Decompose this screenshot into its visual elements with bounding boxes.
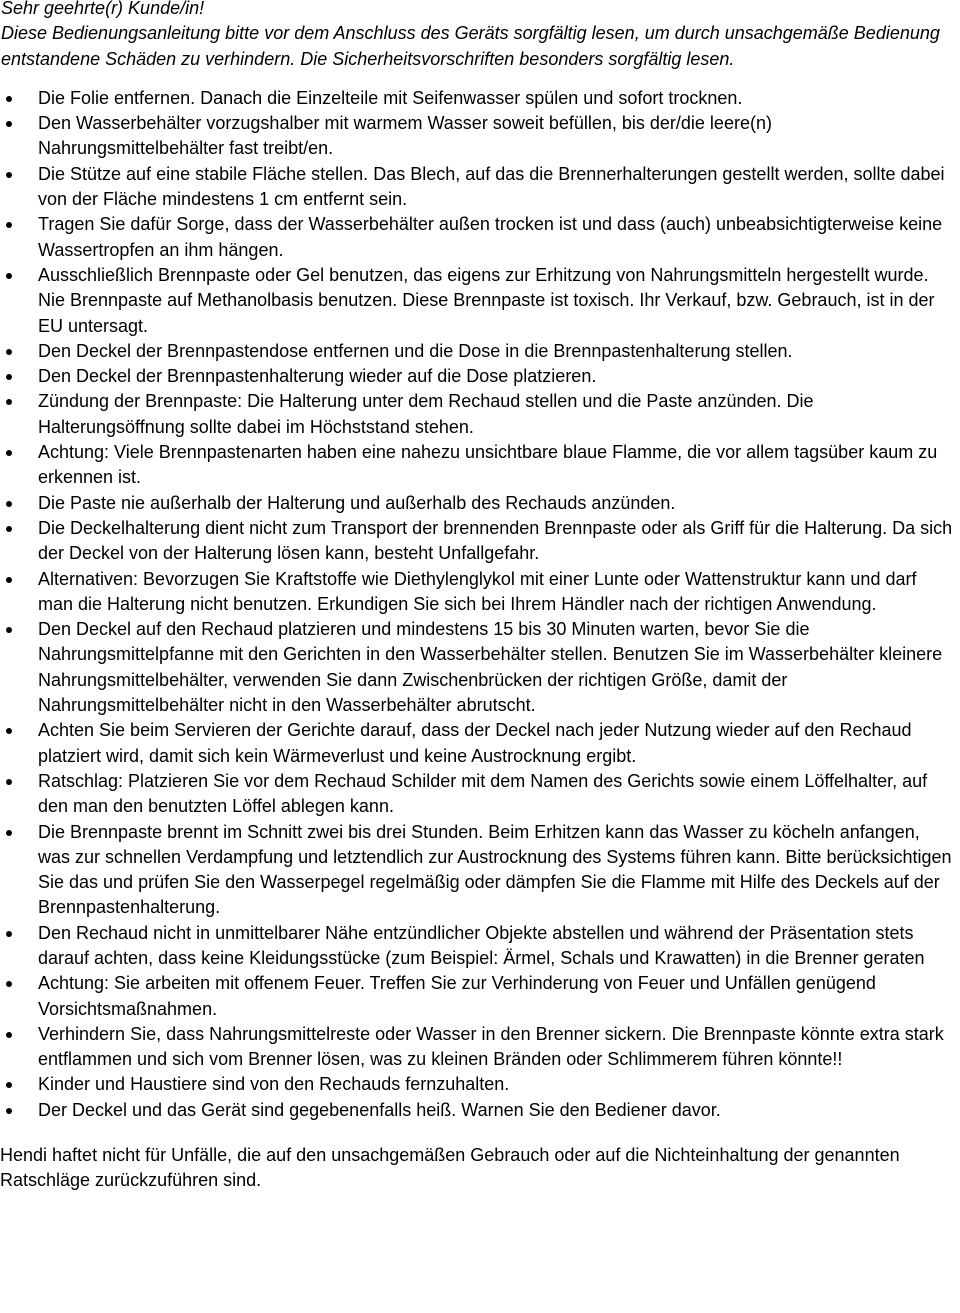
bullet-icon	[6, 450, 12, 456]
bullet-icon	[6, 830, 12, 836]
safety-instructions-list	[0, 86, 960, 1123]
list-item-text: Achtung: Sie arbeiten mit offenem Feuer. Treffen Sie zur Verhinderung von Feuer und Unfällen genügend Vorsichtsmaßnahmen.	[38, 973, 876, 1019]
list-item	[0, 1098, 960, 1123]
list-item-text: Die Folie entfernen. Danach die Einzelteile mit Seifenwasser spülen und sofort trocknen.	[38, 87, 743, 108]
bullet-icon	[6, 501, 12, 507]
list-item	[0, 921, 960, 972]
list-item-text: Kinder und Haustiere sind von den Rechauds fernzuhalten.	[38, 1074, 510, 1095]
list-item-text: Ausschließlich Brennpaste oder Gel benutzen, das eigens zur Erhitzung von Nahrungsmitteln hergestellt wurde. Nie Brennpaste auf Methanolbasis benutzen. Diese Brennpaste ist toxisch. Ihr Verkauf, bzw. Gebrauch, ist in der EU untersagt.	[38, 264, 935, 336]
list-item	[0, 491, 960, 516]
list-item-text: Verhindern Sie, dass Nahrungsmittelreste oder Wasser in den Brenner sickern. Die Brennpaste könnte extra stark entflammen und sich vom Brenner lösen, was zu kleinen Bränden oder Schlimmerem führen könnte!!	[38, 1023, 944, 1070]
list-item-text: Den Deckel der Brennpastendose entfernen und die Dose in die Brennpastenhalterung stellen.	[38, 340, 793, 361]
list-item	[0, 1022, 960, 1073]
list-item	[0, 820, 960, 921]
list-item	[0, 263, 960, 339]
bullet-icon	[6, 349, 12, 355]
list-item	[0, 86, 960, 111]
list-item-text: Ratschlag: Platzieren Sie vor dem Rechaud Schilder mit dem Namen des Gerichts sowie einem Löffelhalter, auf den man den benutzten Löffel ablegen kann.	[38, 770, 928, 817]
bullet-icon	[6, 1032, 12, 1038]
bullet-icon	[6, 779, 12, 785]
list-item-text: Achtung: Viele Brennpastenarten haben eine nahezu unsichtbare blaue Flamme, die vor allem tagsüber kaum zu erkennen ist.	[38, 442, 938, 488]
bullet-icon	[6, 399, 12, 405]
list-item	[0, 339, 960, 364]
list-item	[0, 1072, 960, 1097]
bullet-icon	[6, 1108, 12, 1114]
bullet-icon	[6, 121, 12, 127]
list-item-text: Die Deckelhalterung dient nicht zum Transport der brennenden Brennpaste oder als Griff für die Halterung. Da sich der Deckel von der Halterung lösen kann, besteht Unfallgefahr.	[38, 517, 953, 564]
list-item-text: Achten Sie beim Servieren der Gerichte darauf, dass der Deckel nach jeder Nutzung wieder auf den Rechaud platziert wird, damit sich kein Wärmeverlust und keine Austrocknung ergibt.	[38, 720, 912, 766]
list-item	[0, 567, 960, 618]
bullet-icon	[6, 728, 12, 734]
bullet-icon	[6, 222, 12, 228]
greeting: Sehr geehrte(r) Kunde/in!	[1, 0, 205, 18]
bullet-icon	[6, 526, 12, 532]
intro-block	[0, 0, 960, 72]
list-item	[0, 389, 960, 440]
bullet-icon	[6, 577, 12, 583]
bullet-icon	[6, 374, 12, 380]
list-item	[0, 212, 960, 263]
list-item-text: Tragen Sie dafür Sorge, dass der Wasserbehälter außen trocken ist und dass (auch) unbeabsichtigterweise keine Wassertropfen an ihm hängen.	[38, 214, 943, 260]
list-item-text: Der Deckel und das Gerät sind gegebenenfalls heiß. Warnen Sie den Bediener davor.	[38, 1099, 721, 1120]
bullet-icon	[6, 273, 12, 279]
list-item	[0, 971, 960, 1022]
list-item-text: Den Deckel auf den Rechaud platzieren und mindestens 15 bis 30 Minuten warten, bevor Sie die Nahrungsmittelpfanne mit den Gerichten in den Wasserbehälter stellen. Benutzen Sie im Wasserbehälter kleinere Nahrungsmittelbehälter, verwenden Sie dann Zwischenbrücken der richtigen Größe, damit der Nahrungsmittelbehälter nicht in den Wasserbehälter abrutscht.	[38, 619, 943, 716]
list-item	[0, 516, 960, 567]
list-item-text: Alternativen: Bevorzugen Sie Kraftstoffe wie Diethylenglykol mit einer Lunte oder Wattenstruktur kann und darf man die Halterung nicht benutzen. Erkundigen Sie sich bei Ihrem Händler nach der richtigen Anwendung.	[38, 568, 917, 614]
list-item	[0, 111, 960, 162]
list-item	[0, 718, 960, 769]
intro-text: Diese Bedienungsanleitung bitte vor dem Anschluss des Geräts sorgfältig lesen, um durch unsachgemäße Bedienung entstandene Schäden zu verhindern. Die Sicherheitsvorschriften besonders sorgfältig lesen.	[1, 23, 940, 69]
list-item-text: Zündung der Brennpaste: Die Halterung unter dem Rechaud stellen und die Paste anzünden. Die Halterungsöffnung sollte dabei im Höchststand stehen.	[38, 391, 814, 437]
list-item-text: Die Paste nie außerhalb der Halterung und außerhalb des Rechauds anzünden.	[38, 492, 676, 513]
list-item-text: Die Stütze auf eine stabile Fläche stellen. Das Blech, auf das die Brennerhalterungen gestellt werden, sollte dabei von der Fläche mindestens 1 cm entfernt sein.	[38, 163, 945, 210]
list-item	[0, 364, 960, 389]
bullet-icon	[6, 931, 12, 937]
list-item	[0, 440, 960, 491]
list-item	[0, 617, 960, 718]
list-item-text: Den Rechaud nicht in unmittelbarer Nähe entzündlicher Objekte abstellen und während der Präsentation stets darauf achten, dass keine Kleidungsstücke (zum Beispiel: Ärmel, Schals und Krawatten) in die Brenner geraten	[38, 922, 925, 968]
liability-disclaimer: Hendi haftet nicht für Unfälle, die auf den unsachgemäßen Gebrauch oder auf die Nichteinhaltung der genannten Ratschläge zurückzuführen sind.	[0, 1145, 900, 1191]
bullet-icon	[6, 1082, 12, 1088]
list-item-text: Die Brennpaste brennt im Schnitt zwei bis drei Stunden. Beim Erhitzen kann das Wasser zu köcheln anfangen, was zur schnellen Verdampfung und letztendlich zur Austrocknung des Systems führen kann. Bitte berücksichtigen Sie das und prüfen Sie den Wasserpegel regelmäßig oder dämpfen Sie die Flamme mit Hilfe des Deckels auf der Brennpastenhalterung.	[38, 821, 952, 918]
bullet-icon	[6, 627, 12, 633]
list-item	[0, 162, 960, 213]
bullet-icon	[6, 981, 12, 987]
bullet-icon	[6, 96, 12, 102]
bullet-icon	[6, 172, 12, 178]
list-item	[0, 769, 960, 820]
list-item-text: Den Wasserbehälter vorzugshalber mit warmem Wasser soweit befüllen, bis der/die leere(n) Nahrungsmittelbehälter fast treibt/en.	[38, 113, 772, 159]
list-item-text: Den Deckel der Brennpastenhalterung wieder auf die Dose platzieren.	[38, 366, 597, 387]
